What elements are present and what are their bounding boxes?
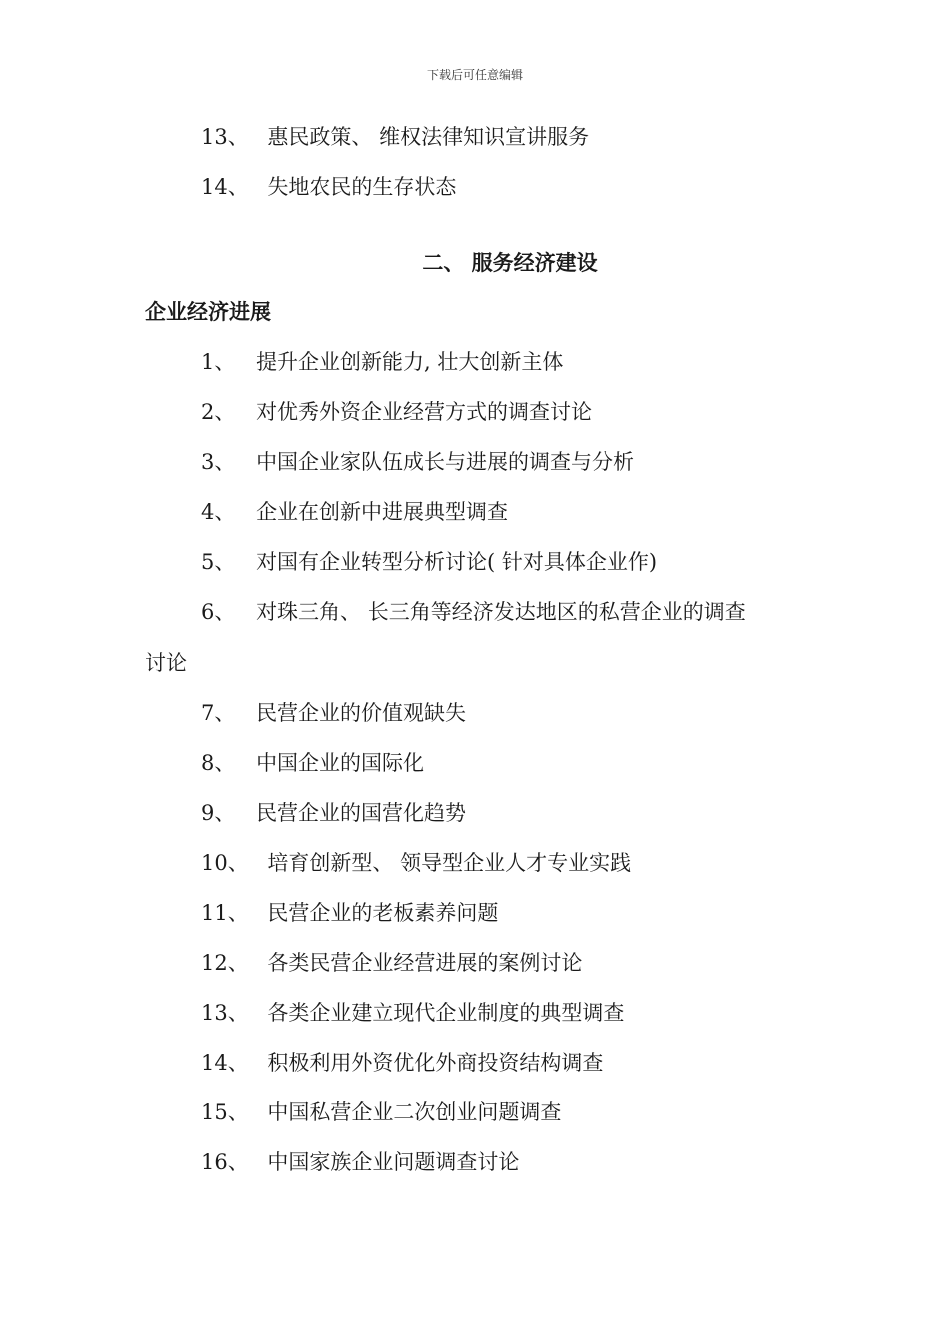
list-item	[201, 123, 589, 151]
list-item-text: 提升企业创新能力, 壮大创新主体	[256, 350, 564, 374]
list-item	[201, 498, 508, 526]
list-item	[201, 448, 634, 476]
list-item-number: 15、	[201, 1100, 249, 1124]
list-item-number: 3、	[201, 450, 236, 474]
list-item	[201, 749, 424, 777]
list-item-text: 对优秀外资企业经营方式的调查讨论	[256, 400, 593, 424]
list-item	[201, 1148, 519, 1176]
list-item-number: 16、	[201, 1150, 249, 1174]
list-item-text: 失地农民的生存状态	[267, 175, 457, 199]
list-item-number: 6、	[201, 600, 236, 624]
list-item	[201, 949, 582, 977]
list-item-text: 民营企业的价值观缺失	[256, 701, 467, 725]
list-item-text: 各类民营企业经营进展的案例讨论	[267, 951, 583, 975]
list-item-number: 2、	[201, 400, 236, 424]
list-item-number: 11、	[201, 901, 249, 925]
section-subtitle: 企业经济进展	[145, 300, 271, 324]
list-item-number: 12、	[201, 951, 249, 975]
list-item-continuation: 讨论	[145, 651, 187, 675]
list-item-text: 民营企业的老板素养问题	[267, 901, 499, 925]
list-item-number: 9、	[201, 801, 236, 825]
list-item-number: 8、	[201, 751, 236, 775]
page-header-note: 下载后可任意编辑	[426, 68, 523, 82]
list-item	[201, 1098, 561, 1126]
section-title: 二、 服务经济建设	[422, 251, 598, 275]
list-item-text: 中国私营企业二次创业问题调查	[267, 1100, 562, 1124]
list-item	[201, 899, 498, 927]
list-item	[201, 799, 466, 827]
list-item-text: 中国企业的国际化	[256, 751, 425, 775]
list-item-number: 13、	[201, 125, 249, 149]
list-item-text: 中国家族企业问题调查讨论	[267, 1150, 520, 1174]
list-item-number: 7、	[201, 701, 236, 725]
list-item	[201, 849, 631, 877]
list-item	[201, 1049, 603, 1077]
list-item-number: 10、	[201, 851, 249, 875]
list-item	[201, 598, 746, 626]
list-item-number: 1、	[201, 350, 236, 374]
list-item-number: 14、	[201, 175, 249, 199]
list-item	[201, 999, 624, 1027]
list-item-text: 各类企业建立现代企业制度的典型调查	[267, 1001, 625, 1025]
list-item-text: 企业在创新中进展典型调查	[256, 500, 509, 524]
list-item-number: 4、	[201, 500, 236, 524]
list-item-text: 对国有企业转型分析讨论( 针对具体企业作)	[256, 550, 658, 574]
list-item	[201, 173, 456, 201]
list-item-text: 中国企业家队伍成长与进展的调查与分析	[256, 450, 635, 474]
list-item	[201, 348, 563, 376]
list-item	[201, 548, 657, 576]
list-item-number: 13、	[201, 1001, 249, 1025]
list-item-text: 积极利用外资优化外商投资结构调查	[267, 1051, 604, 1075]
list-item-number: 5、	[201, 550, 236, 574]
list-item-text: 对珠三角、 长三角等经济发达地区的私营企业的调查	[256, 600, 746, 624]
list-item	[201, 699, 466, 727]
list-item	[201, 398, 592, 426]
list-item-text: 培育创新型、 领导型企业人才专业实践	[267, 851, 632, 875]
list-item-text: 惠民政策、 维权法律知识宣讲服务	[267, 125, 590, 149]
list-item-text: 民营企业的国营化趋势	[256, 801, 467, 825]
list-item-number: 14、	[201, 1051, 249, 1075]
